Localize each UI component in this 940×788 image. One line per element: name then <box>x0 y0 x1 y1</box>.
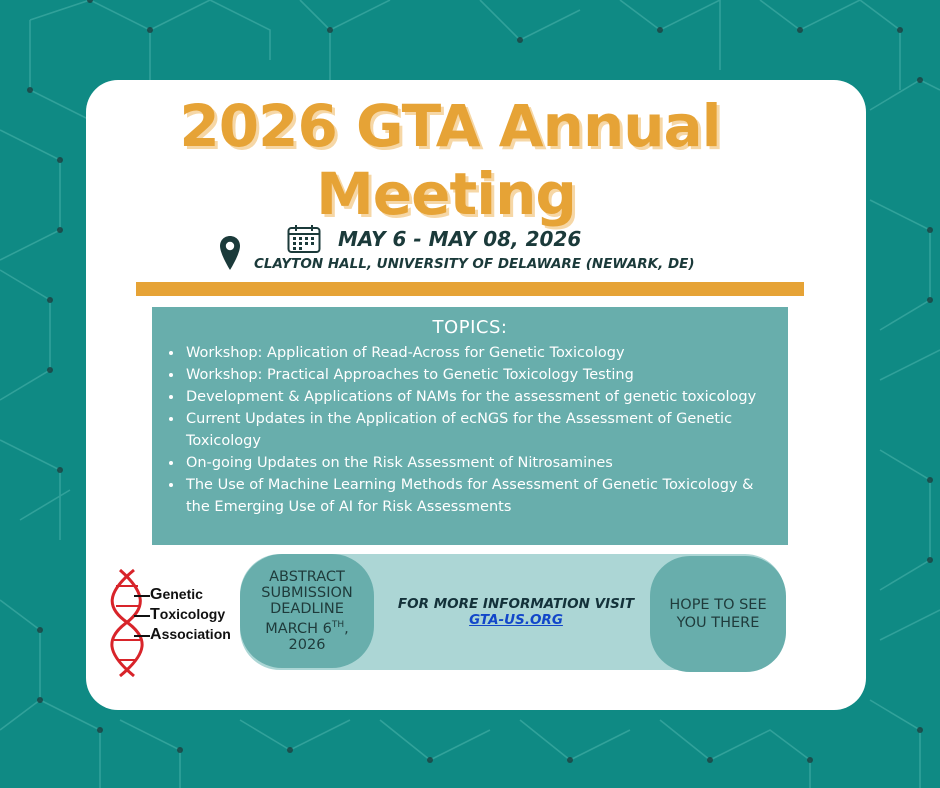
topic-item: • On-going Updates on the Risk Assessment of Nitrosamines <box>184 452 778 474</box>
topics-heading: TOPICS: <box>432 317 508 338</box>
logo-word-genetic <box>150 586 203 604</box>
deadline-date <box>240 617 374 637</box>
deadline-line1: ABSTRACT <box>269 569 345 586</box>
deadline-line2: SUBMISSION <box>261 585 353 602</box>
info-label: FOR MORE INFORMATION VISIT <box>397 596 635 612</box>
event-title-line2: Meeting <box>316 160 576 228</box>
calendar-icon <box>287 224 321 254</box>
deadline-suffix: TH <box>331 620 345 631</box>
topics-list <box>152 342 788 518</box>
closing-line1: HOPE TO SEE <box>669 597 767 613</box>
deadline-line3: DEADLINE <box>270 601 344 618</box>
topic-item: • Workshop: Application of Read-Across for Genetic Toxicology <box>184 342 778 364</box>
event-venue: CLAYTON HALL, UNIVERSITY OF DELAWARE (NEWARK, DE) <box>254 256 695 272</box>
deadline-month-day: MARCH 6 <box>265 620 332 637</box>
event-title-line1: 2026 GTA Annual <box>179 92 721 160</box>
logo-word-association <box>150 626 231 644</box>
deadline-pill <box>240 554 374 668</box>
logo-word1-cap: G <box>150 586 163 603</box>
info-text <box>386 596 646 628</box>
logo-word3-rest: ssociation <box>161 626 231 642</box>
topic-item: • Current Updates in the Application of ecNGS for the Assessment of Genetic Toxicology <box>184 408 778 452</box>
topic-item: • The Use of Machine Learning Methods for Assessment of Genetic Toxicology & the Emerging Use of AI for Risk Assessments <box>184 474 778 518</box>
event-dates: MAY 6 - MAY 08, 2026 <box>338 227 582 251</box>
logo-word3-cap: A <box>150 626 162 643</box>
topic-item: • Development & Applications of NAMs for the assessment of genetic toxicology <box>184 386 778 408</box>
topics-box <box>152 307 788 545</box>
divider-bar <box>136 282 804 296</box>
closing-pill <box>650 556 786 672</box>
flyer-card <box>86 80 866 710</box>
website-link[interactable]: GTA-US.ORG <box>469 612 563 628</box>
topic-item: • Workshop: Practical Approaches to Genetic Toxicology Testing <box>184 364 778 386</box>
logo-word2-cap: T <box>150 606 160 623</box>
deadline-year: 2026 <box>288 636 326 653</box>
deadline-comma: , <box>344 620 349 637</box>
closing-line2: YOU THERE <box>676 615 760 631</box>
logo-word2-rest: oxicology <box>159 606 226 622</box>
logo-word1-rest: enetic <box>162 586 203 602</box>
gta-logo <box>96 568 246 678</box>
location-pin-icon <box>220 236 240 270</box>
logo-word-toxicology <box>150 606 225 624</box>
dna-helix-icon <box>96 568 156 678</box>
